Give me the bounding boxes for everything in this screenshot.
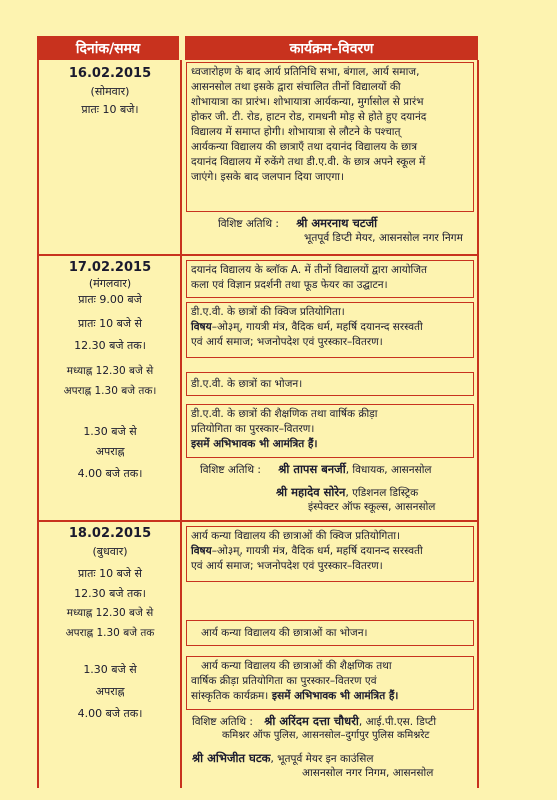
day1-event-line: विद्यालय में समाप्त होगी। शोभायात्रा से लौटने के पश्चात् <box>191 126 401 138</box>
day1-time: प्रातः 10 बजे। <box>81 103 139 116</box>
day2-event-1 <box>186 260 474 298</box>
day2-time-2a: प्रातः 10 बजे से <box>78 317 142 330</box>
guest-title: , भूतपूर्व मेयर इन काउंसिल <box>270 753 374 765</box>
event-line: प्रतियोगिता का पुरस्कार–वितरण। <box>191 423 315 435</box>
left-border <box>37 60 39 788</box>
event-line: एवं आर्य समाज; भजनोपदेश एवं पुरस्कार–वितरण। <box>191 336 383 348</box>
event-line: एवं आर्य समाज; भजनोपदेश एवं पुरस्कार–वितरण। <box>191 560 383 572</box>
event-line: आर्य कन्या विद्यालय की छात्राओं की शैक्षणिक तथा <box>201 660 392 672</box>
event-line: –ओ३म्, गायत्री मंत्र, वैदिक धर्म, महर्षि दयानन्द सरस्वती <box>211 321 423 333</box>
day1-event-line: दयानंद विद्यालय में रुकेंगे तथा डी.ए.वी. के छात्र अपने स्कूल में <box>191 156 426 168</box>
guest-name: श्री महादेव सोरेन <box>276 485 346 499</box>
guest-name: श्री अमरनाथ चटर्जी <box>296 216 378 230</box>
date-time-header: दिनांक/समय <box>37 36 179 60</box>
day2-time-2b: 12.30 बजे तक। <box>74 339 146 352</box>
day2-time-4b: अपराह्न <box>95 445 125 458</box>
day2-weekday: (मंगलवार) <box>88 277 132 290</box>
event-line: डी.ए.वी. के छात्रों का भोजन। <box>191 378 303 390</box>
day3-event-1 <box>186 526 474 582</box>
day1-weekday: (सोमवार) <box>90 85 130 98</box>
guest-title: भूतपूर्व डिप्टी मेयर, आसनसोल नगर निगम <box>304 232 463 244</box>
guest-title: आसनसोल नगर निगम, आसनसोल <box>302 767 434 779</box>
day2-bottom-rule <box>37 520 479 522</box>
day3-time-3b: अपराह्न <box>95 685 125 698</box>
guest-label: विशिष्ट अतिथि : <box>192 716 253 728</box>
event-line: इसमें अभिभावक भी आमंत्रित हैं। <box>268 690 399 702</box>
day1-event-line: आसनसोल तथा इसके द्वारा संचालित तीनों विद्यालयों की <box>191 81 401 93</box>
day2-time-3a: मध्याह्न 12.30 बजे से <box>66 365 154 377</box>
day2-time-3b: अपराह्न 1.30 बजे तक। <box>63 385 157 397</box>
day2-guests <box>200 462 476 514</box>
day2-event-2 <box>186 302 474 358</box>
event-line: वार्षिक क्रीड़ा प्रतियोगिता का पुरस्कार–वितरण एवं <box>191 675 377 687</box>
event-line: इसमें अभिभावक भी आमंत्रित हैं। <box>191 438 318 450</box>
day3-date: 18.02.2015 <box>68 526 152 541</box>
day3-time-1b: 12.30 बजे तक। <box>74 587 146 600</box>
guest-title: इंस्पेक्टर ऑफ स्कूल्स, आसनसोल <box>308 501 436 513</box>
column-divider <box>180 60 182 788</box>
day1-event-line: आर्यकन्या विद्यालय की छात्राएँ तथा दयानंद विद्यालय के छात्र <box>191 141 418 153</box>
right-border <box>477 60 479 788</box>
guest-title: , आई.पी.एस. डिप्टी <box>358 716 437 728</box>
day1-event-box <box>186 62 474 212</box>
guest-name: श्री अभिजीत घटक <box>192 751 271 765</box>
guest-name: श्री अरिंदम दत्ता चौधरी <box>264 714 359 728</box>
day3-guests <box>192 714 476 780</box>
event-line: सांस्कृतिक कार्यक्रम। <box>191 690 269 702</box>
guest-title: , विधायक, आसनसोल <box>345 464 432 476</box>
day1-event-line: शोभायात्रा का प्रारंभ। शोभायात्रा आर्यकन्या, मुर्गासोल से प्रारंभ <box>191 96 424 108</box>
day3-time-3a: 1.30 बजे से <box>83 663 137 676</box>
event-line: –ओ३म्, गायत्री मंत्र, वैदिक धर्म, महर्षि दयानन्द सरस्वती <box>211 545 423 557</box>
guest-name: श्री तापस बनर्जी <box>278 462 346 476</box>
day1-event-line: होकर जी. टी. रोड, हाटन रोड, रामधनी मोड़ से होते हुए दयानंद <box>191 111 427 123</box>
event-line: दयानंद विद्यालय के ब्लॉक A. में तीनों विद्यालयों द्वारा आयोजित <box>191 264 428 276</box>
subject-label: विषय <box>191 545 212 557</box>
day3-event-2 <box>186 620 474 646</box>
event-line: आर्य कन्या विद्यालय की छात्राओं की क्विज प्रतियोगिता। <box>191 530 401 542</box>
day2-time-4c: 4.00 बजे तक। <box>77 467 143 480</box>
day1-event-line: जाएंगे। इसके बाद जलपान दिया जाएगा। <box>191 171 344 183</box>
day1-bottom-rule <box>37 254 479 256</box>
program-details-header: कार्यक्रम–विवरण <box>185 36 478 60</box>
day3-time-2b: अपराह्न 1.30 बजे तक <box>65 627 155 639</box>
day2-event-4 <box>186 404 474 458</box>
day1-date: 16.02.2015 <box>68 66 152 81</box>
day1-guest <box>218 216 476 245</box>
guest-title: , एडिशनल डिस्ट्रिक <box>345 487 419 499</box>
day3-time-2a: मध्याह्न 12.30 बजे से <box>66 607 154 619</box>
guest-title: कमिश्नर ऑफ पुलिस, आसनसोल–दुर्गापुर पुलिस कमिश्नरेट <box>222 730 430 741</box>
day2-date: 17.02.2015 <box>68 260 152 275</box>
day2-time-1: प्रातः 9.00 बजे <box>78 293 142 306</box>
guest-label: विशिष्ट अतिथि : <box>200 464 261 476</box>
event-line: आर्य कन्या विद्यालय की छात्राओं का भोजन। <box>201 627 368 639</box>
day2-time-4a: 1.30 बजे से <box>83 425 137 438</box>
day3-event-3 <box>186 656 474 710</box>
subject-label: विषय <box>191 321 212 333</box>
day3-time-1a: प्रातः 10 बजे से <box>78 567 142 580</box>
guest-label: विशिष्ट अतिथि : <box>218 218 279 230</box>
day2-event-3 <box>186 372 474 396</box>
day3-weekday: (बुधवार) <box>92 545 128 558</box>
event-line: कला एवं विज्ञान प्रदर्शनी तथा फूड फेयर का उद्घाटन। <box>191 279 388 291</box>
day3-time-3c: 4.00 बजे तक। <box>77 707 143 720</box>
event-line: डी.ए.वी. के छात्रों की क्विज प्रतियोगिता। <box>191 306 345 318</box>
day1-event-line: ध्वजारोहण के बाद आर्य प्रतिनिधि सभा, बंगाल, आर्य समाज, <box>191 66 420 78</box>
event-line: डी.ए.वी. के छात्रों की शैक्षणिक तथा वार्षिक क्रीड़ा <box>191 408 378 420</box>
